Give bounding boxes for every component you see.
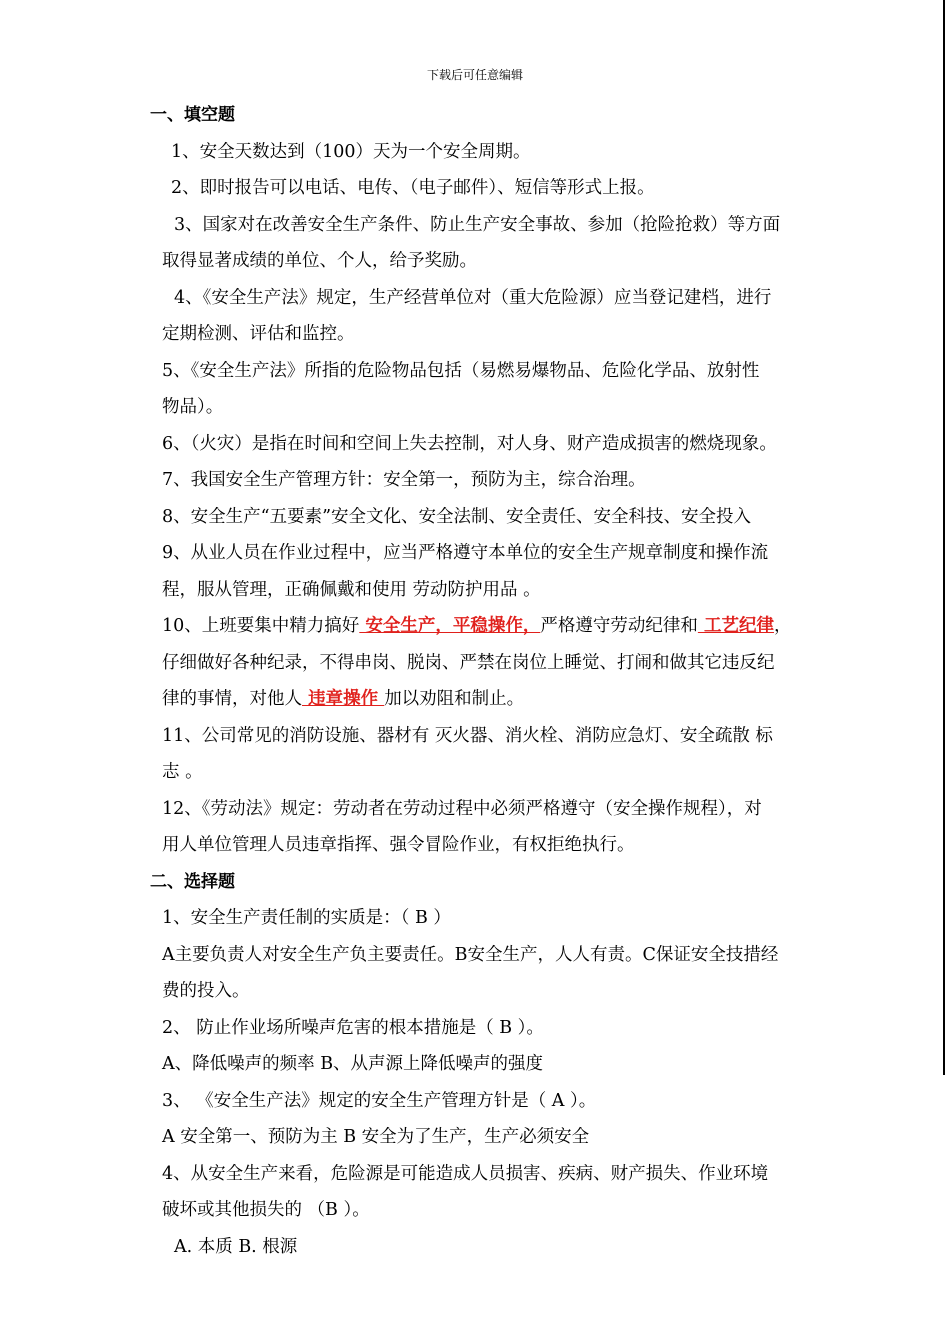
page-edge-line (943, 0, 945, 1075)
question-10-text-c: 严格遵守劳动纪律和 (540, 616, 698, 636)
question-11-line-1: 11、公司常见的消防设施、器材有 灭火器、消火栓、消防应急灯、安全疏散 标 (162, 725, 773, 746)
choice-1-options-line-2: 费的投入。 (162, 981, 250, 1001)
section-heading-choice: 二、选择题 (150, 871, 235, 892)
question-10-text-l3c: 加以劝阻和制止。 (384, 689, 525, 709)
question-11-line-2: 志 。 (162, 762, 203, 782)
question-10-text-e: ， (773, 616, 792, 636)
question-3-line-1: 3、国家对在改善安全生产条件、防止生产安全事故、参加（抢险抢救）等方面 (174, 214, 781, 235)
choice-2: 2、 防止作业场所噪声危害的根本措施是（ B ）。 (162, 1017, 544, 1038)
choice-2-options: A、降低噪声的频率 B、从声源上降低噪声的强度 (162, 1054, 544, 1074)
choice-3-options: A 安全第一、预防为主 B 安全为了生产，生产必须安全 (162, 1127, 590, 1147)
question-5-line-2: 物品）。 (162, 397, 224, 417)
answer-violation-operation: 违章操作 (302, 689, 385, 709)
question-10-text-l3a: 律的事情，对他人 (162, 689, 302, 709)
question-7: 7、我国安全生产管理方针：安全第一，预防为主，综合治理。 (162, 470, 646, 490)
question-10-line-3 (162, 681, 842, 718)
question-4-line-1: 4、《安全生产法》规定，生产经营单位对（重大危险源）应当登记建档，进行 (174, 287, 772, 308)
choice-1-options-line-1: A主要负责人对安全生产负主要责任。B安全生产，人人有责。C保证安全技措经 (162, 944, 779, 965)
question-12-line-2: 用人单位管理人员违章指挥、强令冒险作业，有权拒绝执行。 (162, 835, 635, 855)
answer-process-discipline: 工艺纪律 (697, 616, 774, 636)
question-10-line-1 (162, 608, 842, 645)
choice-4-line-1: 4、从安全生产来看，危险源是可能造成人员损害、疾病、财产损失、作业环境 (162, 1163, 769, 1184)
question-9-line-1: 9、从业人员在作业过程中，应当严格遵守本单位的安全生产规章制度和操作流 (162, 543, 769, 563)
question-9-line-2: 程，服从管理，正确佩戴和使用 劳动防护用品 。 (162, 579, 541, 600)
answer-safe-production: 安全生产，平稳操作， (359, 616, 541, 636)
choice-1: 1、安全生产责任制的实质是：（ B ） (162, 908, 451, 928)
question-8: 8、安全生产“五要素”安全文化、安全法制、安全责任、安全科技、安全投入 (162, 506, 752, 527)
question-1: 1、安全天数达到（100）天为一个安全周期。 (171, 141, 531, 162)
question-5-line-1: 5、《安全生产法》所指的危险物品包括（易燃易爆物品、危险化学品、放射性 (162, 360, 760, 381)
choice-4-line-2: 破坏或其他损失的 （B ）。 (162, 1200, 370, 1220)
question-10-text-a: 10、上班要集中精力搞好 (162, 616, 360, 636)
choice-4-options: A. 本质 B. 根源 (174, 1236, 298, 1257)
document-body (150, 97, 842, 1265)
question-4-line-2: 定期检测、评估和监控。 (162, 324, 355, 344)
section-heading-fill-blank: 一、填空题 (150, 105, 235, 125)
question-2: 2、即时报告可以电话、电传、（电子邮件）、短信等形式上报。 (171, 178, 655, 198)
question-6: 6、（火灾）是指在时间和空间上失去控制，对人身、财产造成损害的燃烧现象。 (162, 433, 777, 454)
question-3-line-2: 取得显著成绩的单位、个人，给予奖励。 (162, 251, 477, 271)
page-header: 下载后可任意编辑 (426, 68, 523, 82)
choice-3: 3、 《安全生产法》规定的安全生产管理方针是（ A ）。 (162, 1090, 597, 1111)
question-10-line-2: 仔细做好各种纪录，不得串岗、脱岗、严禁在岗位上睡觉、打闹和做其它违反纪 (162, 652, 775, 673)
question-12-line-1: 12、《劳动法》规定：劳动者在劳动过程中必须严格遵守（安全操作规程），对 (162, 798, 762, 819)
